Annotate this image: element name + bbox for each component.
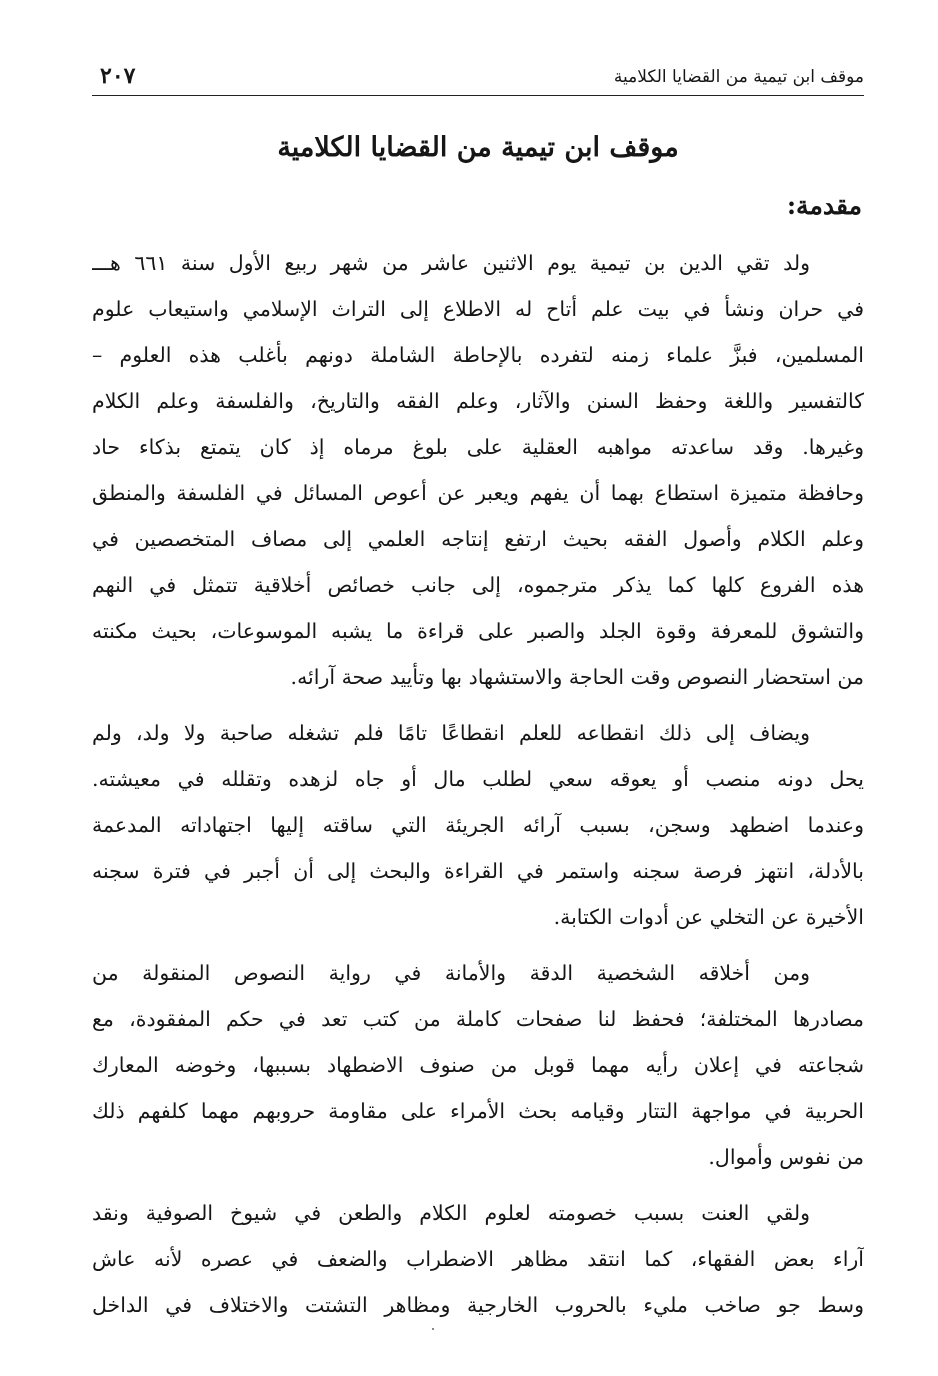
text-line: ولقي العنت بسبب خصومته لعلوم الكلام والطعن في شيوخ الصوفية ونقد [92,1201,810,1225]
page-number: ٢٠٧ [100,63,136,89]
header-rule [92,95,864,96]
text-line: الحربية في مواجهة التتار وقيامه بحث الأمراء على مقاومة حروبهم مهما كلفهم ذلك [92,1099,864,1123]
text-line: في حران ونشأ في بيت علم أتاح له الاطلاع إلى التراث الإسلامي واستيعاب علوم [92,297,864,321]
text-line: بالأدلة، انتهز فرصة سجنه واستمر في القراءة والبحث إلى أن أجبر في فترة سجنه [92,859,864,883]
chapter-title: موقف ابن تيمية من القضايا الكلامية [277,132,679,163]
text-line: يحل دونه منصب أو يعوقه سعي لطلب مال أو جاه لزهده وتقلله في معيشته. [92,767,864,791]
text-line: وعندما اضطهد وسجن، بسبب آرائه الجريئة التي ساقته إليها اجتهاداته المدعمة [92,813,864,837]
text-line: والتشوق للمعرفة وقوة الجلد والصبر على قراءة ما يشبه الموسوعات، بحيث مكنته [92,619,864,643]
text-line: مصادرها المختلفة؛ فحفظ لنا صفحات كاملة من كتب تعد في حكم المفقودة، مع [92,1007,864,1031]
text-line: شجاعته في إعلان رأيه مهما قوبل من صنوف الاضطهاد بسببها، وخوضه المعارك [92,1053,864,1077]
paragraph-1 [92,240,864,700]
text-line: كالتفسير واللغة وحفظ السنن والآثار، وعلم الفقه والتاريخ، والفلسفة وعلم الكلام [92,389,864,413]
text-line: وحافظة متميزة استطاع بهما أن يفهم ويعبر عن أعوص المسائل في الفلسفة والمنطق [92,481,864,505]
text-line: المسلمين، فبزَّ علماء زمنه لتفرده بالإحاطة الشاملة دونهم بأغلب هذه العلوم – [92,343,864,367]
text-line: وسط جو صاخب مليء بالحروب الخارجية ومظاهر التشتت والاختلاف في الداخل [92,1293,864,1317]
text-line: وغيرها. وقد ساعدته مواهبه العقلية على بلوغ مرماه إذ كان يتمتع بذكاء حاد [92,435,864,459]
running-header [92,62,864,96]
text-line: آراء بعض الفقهاء، كما انتقد مظاهر الاضطراب والضعف في عصره لأنه عاش [92,1247,864,1271]
section-heading: مقدمة: [786,191,862,220]
text-line: من نفوس وأموال. [708,1145,864,1169]
page-speck [432,1328,434,1330]
text-line: ويضاف إلى ذلك انقطاعه للعلم انقطاعًا تامًا فلم تشغله صاحبة ولا ولد، ولم [92,721,810,745]
paragraph-4 [92,1190,864,1328]
paragraph-2 [92,710,864,940]
text-line: وعلم الكلام وأصول الفقه بحيث ارتفع إنتاجه العلمي إلى مصاف المتخصصين في [92,527,864,551]
paragraph-3 [92,950,864,1180]
text-line: ومن أخلاقه الشخصية الدقة والأمانة في رواية النصوص المنقولة من [92,961,810,985]
body-text [92,240,864,1328]
text-line: من استحضار النصوص وقت الحاجة والاستشهاد بها وتأييد صحة آرائه. [290,665,864,689]
text-line: ولد تقي الدين بن تيمية يوم الاثنين عاشر من شهر ربيع الأول سنة ٦٦١ هـــ [92,251,810,275]
text-line: الأخيرة عن التخلي عن أدوات الكتابة. [553,905,864,929]
text-line: هذه الفروع كلها كما يذكر مترجموه، إلى جانب خصائص أخلاقية تتمثل في النهم [92,573,864,597]
running-title: موقف ابن تيمية من القضايا الكلامية [613,67,864,87]
